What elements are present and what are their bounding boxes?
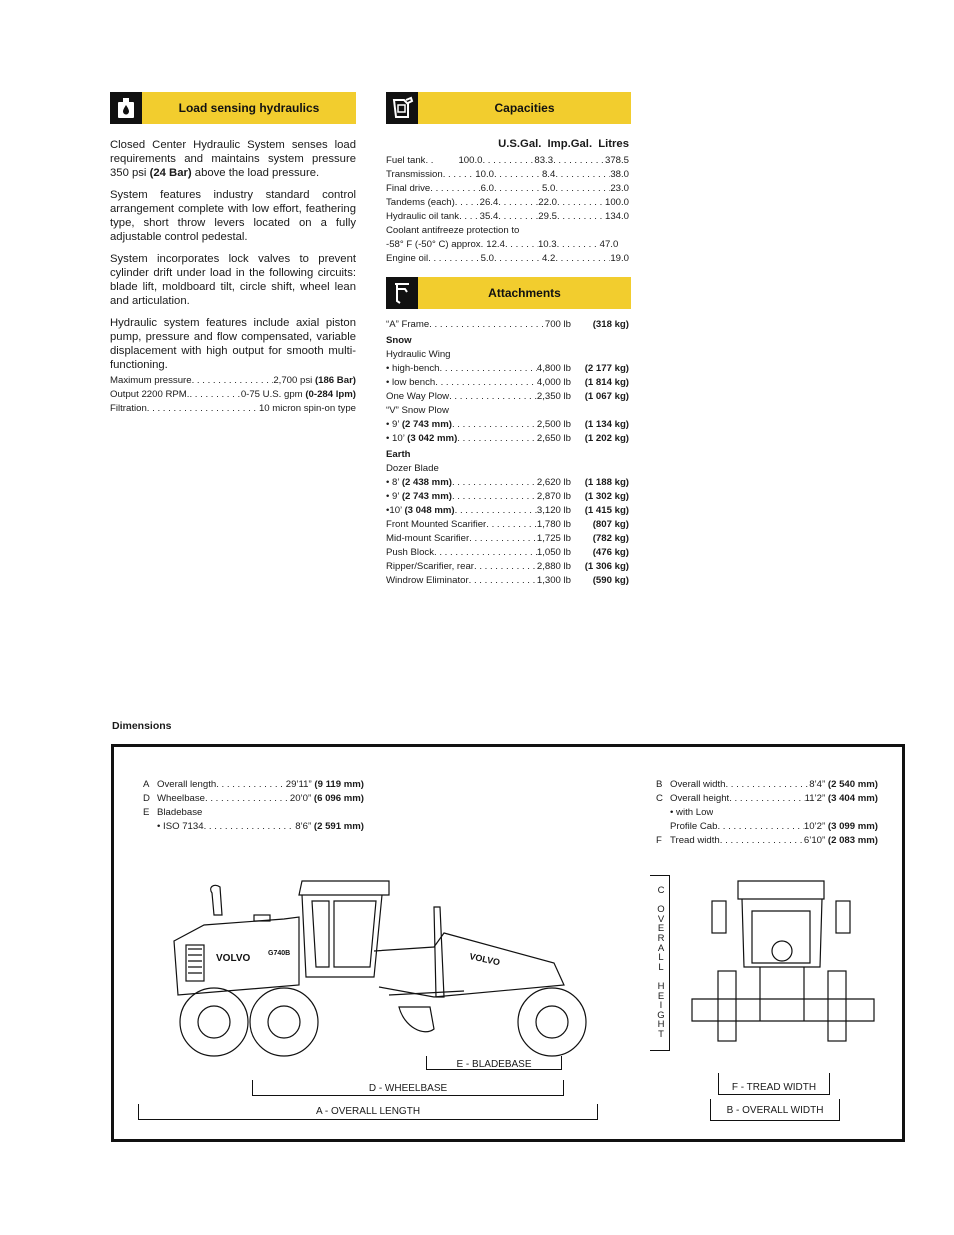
capacity-row: Fuel tank . . . 100.0 . . . 83.3 . . . 378.5 bbox=[386, 154, 629, 168]
attachment-row: • 8’ (2 438 mm) . . . 2,620 lb (1 188 kg) bbox=[386, 476, 629, 490]
dimension-row: D Wheelbase . . . 20’0” (6 096 mm) bbox=[143, 792, 364, 806]
dimensions-panel bbox=[111, 744, 905, 1142]
attachments-section-header bbox=[386, 277, 631, 309]
attachment-row: • 9’ (2 743 mm) . . . 2,500 lb (1 134 kg) bbox=[386, 418, 629, 432]
motor-grader-front-view bbox=[682, 871, 882, 1061]
machine-brand-text: VOLVO bbox=[216, 953, 251, 964]
hydraulics-paragraph: Hydraulic system features include axial piston pump, pressure and flow compensated, variable displacement with high output for smooth multi-functioning. bbox=[110, 317, 356, 371]
dimensions-list-left bbox=[143, 778, 364, 834]
motor-grader-side-view bbox=[134, 867, 614, 1107]
attachment-row: • low bench . . . 4,000 lb (1 814 kg) bbox=[386, 376, 629, 390]
overall-length-label: A - OVERALL LENGTH bbox=[315, 1106, 421, 1117]
capacity-row: Final drive . . . 6.0 . . . 5.0 . . . 23.0 bbox=[386, 182, 629, 196]
hydraulic-oil-icon bbox=[110, 92, 142, 124]
wheelbase-label: D - WHEELBASE bbox=[368, 1083, 448, 1094]
dimension-row: B Overall width . . . 8’4” (2 540 mm) bbox=[656, 778, 878, 792]
ripper-icon bbox=[386, 277, 418, 309]
attachment-row: Ripper/Scarifier, rear . . . 2,880 lb (1 306 kg) bbox=[386, 560, 629, 574]
capacity-row: Tandems (each) . . . 26.4 . . . 22.0 . . . 100.0 bbox=[386, 196, 629, 210]
attachment-row: •10’ (3 048 mm) . . . 3,120 lb (1 415 kg) bbox=[386, 504, 629, 518]
spec-row: Maximum pressure . . . 2,700 psi (186 Bar) bbox=[110, 374, 356, 388]
dimension-row: F Tread width . . . 6’10” (2 083 mm) bbox=[656, 834, 878, 848]
earth-heading: Earth bbox=[386, 449, 411, 460]
attachment-row: Mid-mount Scarifier . . . 1,725 lb (782 kg) bbox=[386, 532, 629, 546]
hydraulics-body bbox=[110, 138, 356, 416]
dimension-row: Profile Cab . . . 10’2” (3 099 mm) bbox=[656, 820, 878, 834]
hydraulics-paragraph: System incorporates lock valves to prevent cylinder drift under load in the following circuits: blade lift, moldboard tilt, circle shift, wheel lean and articulation. bbox=[110, 253, 356, 307]
attachments-title: Attachments bbox=[488, 286, 561, 300]
attachment-row: One Way Plow . . . 2,350 lb (1 067 kg) bbox=[386, 390, 629, 404]
dimension-row: C Overall height . . . 11’2” (3 404 mm) bbox=[656, 792, 878, 806]
capacities-title: Capacities bbox=[494, 101, 555, 115]
machine-brand-text-boom: VOLVO bbox=[468, 951, 501, 968]
tread-width-label: F - TREAD WIDTH bbox=[731, 1082, 817, 1093]
height-label: C O V E R A L L H E I G H T bbox=[657, 885, 665, 1040]
attachment-row: Push Block . . . 1,050 lb (476 kg) bbox=[386, 546, 629, 560]
attachment-row: • 9’ (2 743 mm) . . . 2,870 lb (1 302 kg) bbox=[386, 490, 629, 504]
hydraulics-title: Load sensing hydraulics bbox=[178, 101, 320, 115]
capacity-row: Transmission . . . 10.0 . . . 8.4 . . . 38.0 bbox=[386, 168, 629, 182]
hydraulics-paragraph: Closed Center Hydraulic System senses load requirements and maintains system pressure 350 psi (24 Bar) above the load pressure. bbox=[110, 139, 356, 179]
hydraulic-wing-label: Hydraulic Wing bbox=[386, 349, 451, 360]
attachment-row: • 10’ (3 042 mm) . . . 2,650 lb (1 202 kg) bbox=[386, 432, 629, 446]
capacity-row: -58° F (-50° C) approx. 12.4 . . . 10.3 . . . 47.0 bbox=[386, 238, 629, 252]
overall-width-label: B - OVERALL WIDTH bbox=[726, 1105, 824, 1116]
attachment-row: “A” Frame . . . 700 lb (318 kg) bbox=[386, 318, 629, 332]
capacities-table bbox=[386, 154, 629, 266]
fuel-can-icon bbox=[386, 92, 418, 124]
coolant-note: Coolant antifreeze protection to bbox=[386, 225, 520, 236]
attachment-row: Front Mounted Scarifier . . . 1,780 lb (807 kg) bbox=[386, 518, 629, 532]
spec-row: Output 2200 RPM. . . . 0-75 U.S. gpm (0-284 lpm) bbox=[110, 388, 356, 402]
dimension-row: E Bladebase bbox=[143, 807, 203, 818]
dimensions-heading: Dimensions bbox=[112, 720, 172, 732]
dimensions-list-right bbox=[656, 778, 878, 848]
machine-model-badge: G740B bbox=[268, 950, 291, 957]
spec-row: Filtration . . . 10 micron spin-on type bbox=[110, 402, 356, 416]
capacities-column-header: U.S.Gal. Imp.Gal. Litres bbox=[498, 138, 629, 150]
dimension-row: • with Low bbox=[670, 807, 714, 818]
dimension-row: A Overall length . . . 29’11” (9 119 mm) bbox=[143, 778, 364, 792]
attachments-table bbox=[386, 318, 629, 588]
bladebase-label: E - BLADEBASE bbox=[456, 1059, 532, 1070]
v-snow-plow-label: “V” Snow Plow bbox=[386, 405, 449, 416]
capacities-section-header bbox=[386, 92, 631, 124]
attachment-row: • high-bench . . . 4,800 lb (2 177 kg) bbox=[386, 362, 629, 376]
dimension-row: • ISO 7134 . . . 8’6” (2 591 mm) bbox=[143, 820, 364, 834]
snow-heading: Snow bbox=[386, 335, 412, 346]
dozer-blade-label: Dozer Blade bbox=[386, 463, 439, 474]
capacity-row: Hydraulic oil tank . . . 35.4 . . . 29.5 . . . 134.0 bbox=[386, 210, 629, 224]
hydraulics-paragraph: System features industry standard control arrangement complete with low effort, feathering type, short throw levers located on a fully adjustable control pedestal. bbox=[110, 189, 356, 243]
attachment-row: Windrow Eliminator . . . 1,300 lb (590 kg) bbox=[386, 574, 629, 588]
capacity-row: Engine oil . . . 5.0 . . . 4.2 . . . 19.0 bbox=[386, 252, 629, 266]
hydraulics-section-header bbox=[110, 92, 356, 124]
